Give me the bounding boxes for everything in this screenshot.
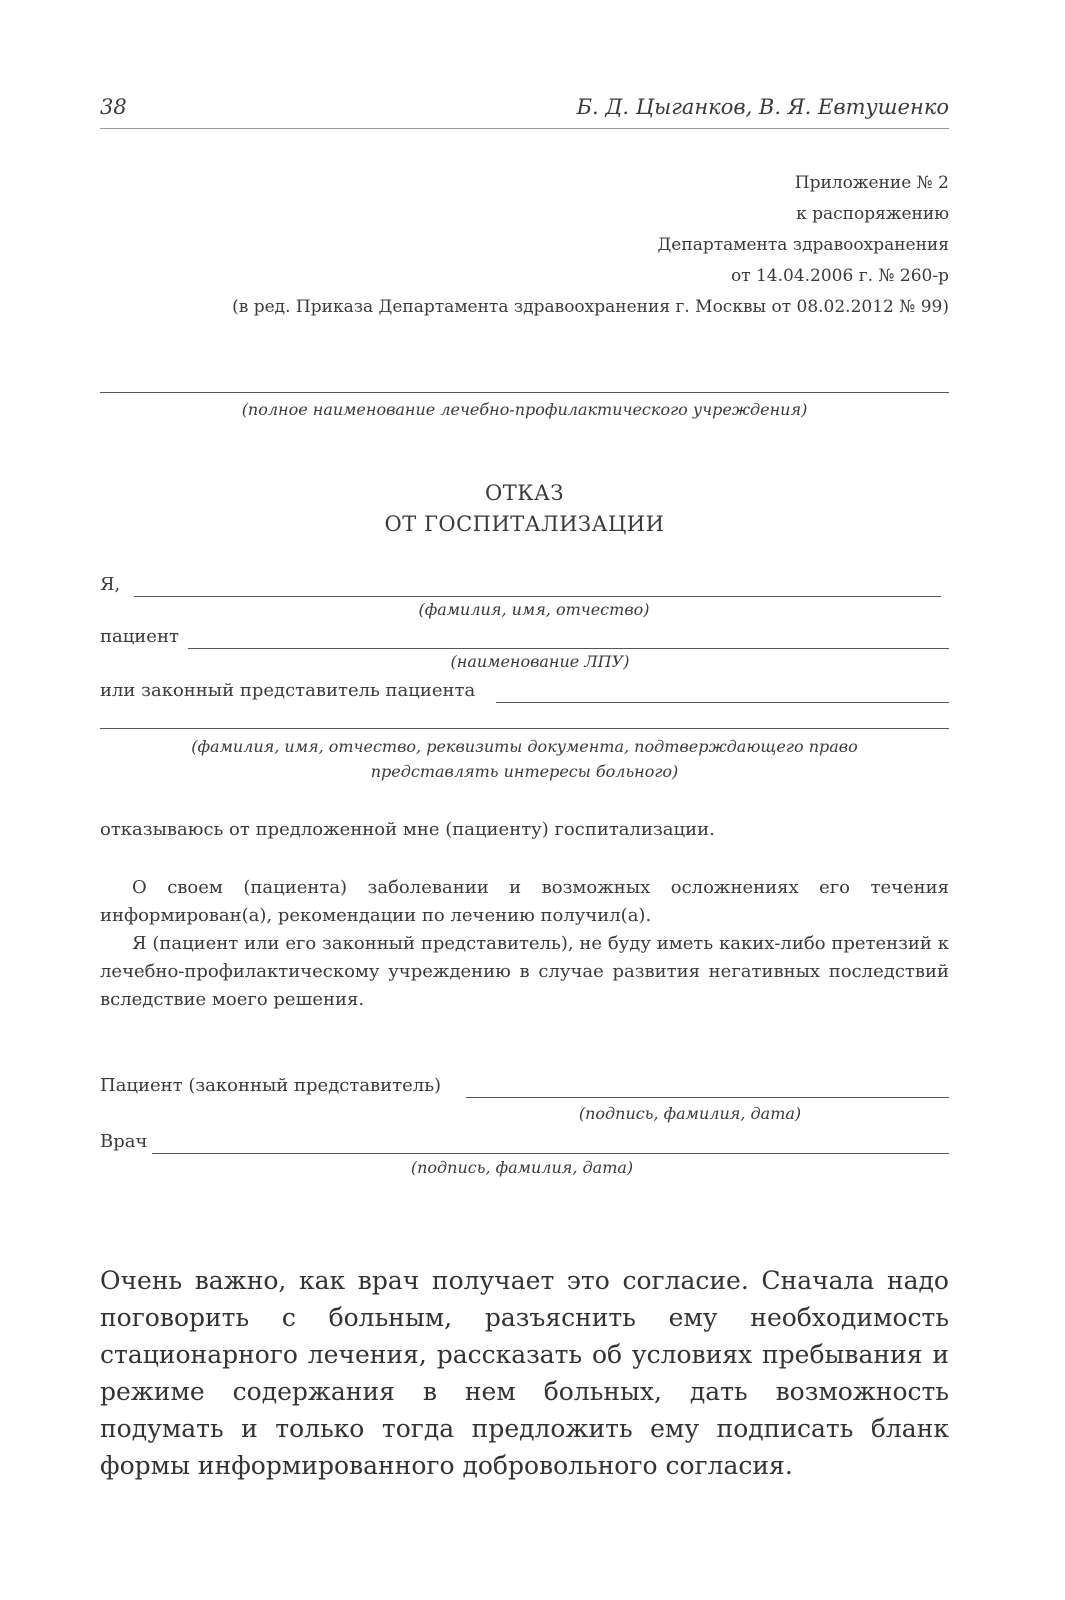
institution-name-line — [100, 392, 949, 393]
document-title — [100, 478, 949, 540]
signature-line-doctor — [152, 1153, 949, 1154]
appendix-line: Департамента здравоохранения — [657, 235, 949, 255]
signature-caption-patient: (подпись, фамилия, дата) — [578, 1104, 802, 1123]
caption-representative-line1: (фамилия, имя, отчество, реквизиты документа, подтверждающего право — [191, 737, 858, 756]
title-line: ОТ ГОСПИТАЛИЗАЦИИ — [384, 512, 665, 536]
caption-clinic: (наименование ЛПУ) — [450, 652, 630, 671]
field-line-representative-details — [100, 728, 949, 729]
appendix-line: (в ред. Приказа Департамента здравоохранения г. Москвы от 08.02.2012 № 99) — [232, 297, 949, 317]
refusal-statement: отказываюсь от предложенной мне (пациенту) госпитализации. — [100, 819, 715, 840]
signature-line-patient — [466, 1097, 949, 1098]
commentary-paragraph: Очень важно, как врач получает это согласие. Сначала надо поговорить с больным, разъяснить ему необходимость стационарного лечения, рассказать об условиях пребывания и режиме содержания в нем больных, дать возможность подумать и только тогда предложить ему подписать бланк формы информированного добровольного согласия. — [100, 1266, 949, 1480]
appendix-line: от 14.04.2006 г. № 260-р — [730, 266, 949, 286]
caption-representative-line2: представлять интересы больного) — [370, 762, 679, 781]
running-head-authors: Б. Д. Цыганков, В. Я. Евтушенко — [576, 95, 949, 119]
institution-caption: (полное наименование лечебно-профилактического учреждения) — [241, 400, 808, 419]
informed-statement: О своем (пациента) заболевании и возможных осложнениях его течения информирован(а), рекомендации по лечению получил(а). — [100, 877, 949, 926]
field-line-full-name — [134, 596, 941, 597]
appendix-line: к распоряжению — [796, 204, 949, 224]
field-label-representative: или законный представитель пациента — [100, 680, 476, 701]
field-label-patient: пациент — [100, 626, 179, 647]
appendix-reference — [149, 168, 949, 323]
field-line-clinic — [188, 648, 949, 649]
signature-caption-doctor: (подпись, фамилия, дата) — [410, 1158, 634, 1177]
caption-full-name: (фамилия, имя, отчество) — [418, 600, 650, 619]
page-number: 38 — [100, 95, 127, 119]
field-line-representative — [496, 702, 949, 703]
no-claims-statement: Я (пациент или его законный представитель), не буду иметь каких-либо претензий к лечебно-профилактическому учреждению в случае развития негативных последствий вследствие моего решения. — [100, 933, 949, 1010]
title-line: ОТКАЗ — [485, 481, 564, 505]
field-label-i: Я, — [100, 574, 121, 595]
appendix-line: Приложение № 2 — [794, 173, 949, 193]
header-rule — [100, 128, 949, 129]
signature-label-doctor: Врач — [100, 1131, 148, 1152]
signature-label-patient: Пациент (законный представитель) — [100, 1075, 442, 1096]
